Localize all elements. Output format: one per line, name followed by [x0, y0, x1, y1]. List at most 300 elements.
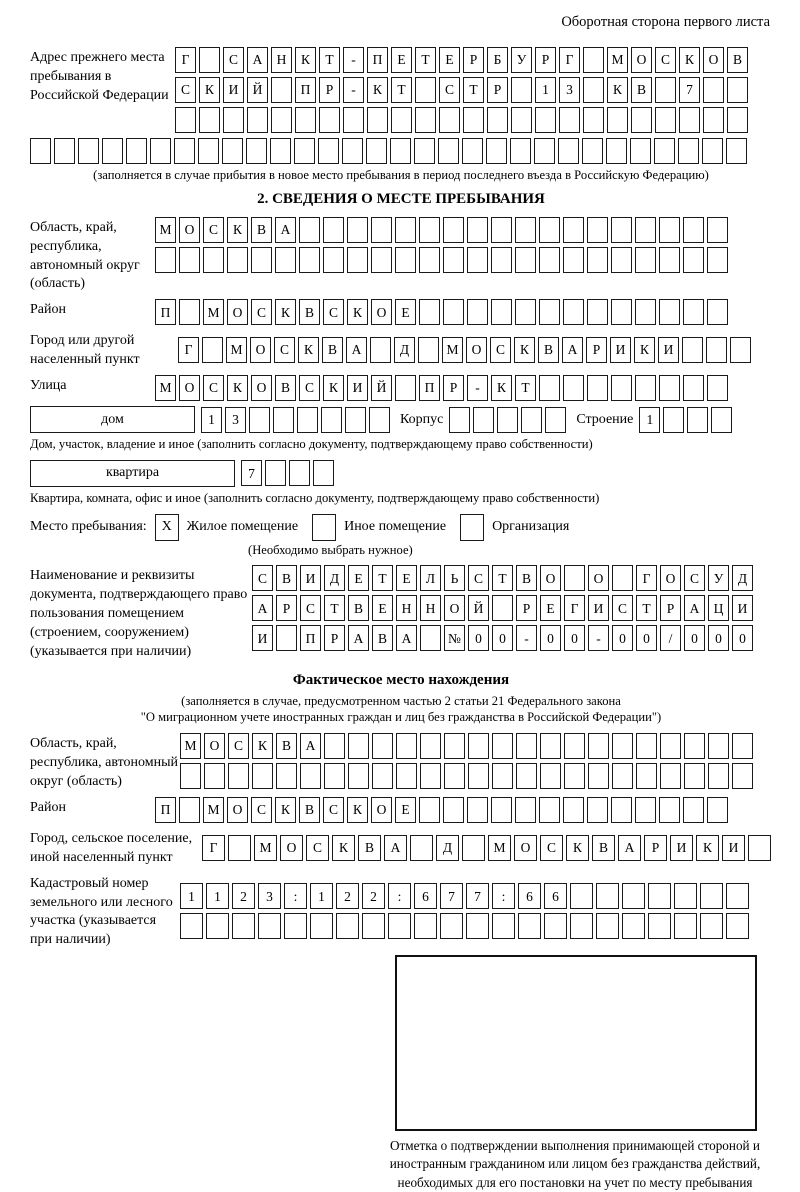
form-cell[interactable]: Г — [636, 565, 657, 591]
form-cell[interactable]: / — [660, 625, 681, 651]
form-cell[interactable]: В — [538, 337, 559, 363]
form-cell[interactable] — [336, 913, 359, 939]
form-cell[interactable] — [703, 77, 724, 103]
form-cell[interactable] — [611, 217, 632, 243]
form-cell[interactable] — [707, 299, 728, 325]
form-cell[interactable] — [711, 407, 732, 433]
form-cell[interactable]: 2 — [362, 883, 385, 909]
form-cell[interactable]: И — [670, 835, 693, 861]
form-cell[interactable] — [414, 913, 437, 939]
form-cell[interactable]: М — [180, 733, 201, 759]
form-cell[interactable] — [588, 763, 609, 789]
form-cell[interactable]: П — [155, 299, 176, 325]
form-cell[interactable]: К — [295, 47, 316, 73]
form-cell[interactable] — [491, 247, 512, 273]
form-cell[interactable]: О — [444, 595, 465, 621]
form-cell[interactable] — [663, 407, 684, 433]
form-cell[interactable] — [202, 337, 223, 363]
form-cell[interactable]: Е — [391, 47, 412, 73]
form-cell[interactable] — [258, 913, 281, 939]
form-cell[interactable] — [682, 337, 703, 363]
form-cell[interactable] — [319, 107, 340, 133]
form-cell[interactable]: Т — [324, 595, 345, 621]
form-cell[interactable] — [372, 763, 393, 789]
form-cell[interactable]: А — [348, 625, 369, 651]
form-cell[interactable] — [511, 107, 532, 133]
form-cell[interactable] — [299, 247, 320, 273]
form-cell[interactable] — [606, 138, 627, 164]
form-cell[interactable]: С — [251, 797, 272, 823]
form-cell[interactable]: И — [300, 565, 321, 591]
form-cell[interactable]: И — [588, 595, 609, 621]
form-cell[interactable]: - — [343, 77, 364, 103]
form-cell[interactable] — [732, 733, 753, 759]
form-cell[interactable]: 1 — [535, 77, 556, 103]
form-cell[interactable] — [700, 883, 723, 909]
form-cell[interactable]: И — [252, 625, 273, 651]
form-cell[interactable]: А — [300, 733, 321, 759]
form-cell[interactable] — [539, 247, 560, 273]
form-cell[interactable]: Т — [492, 565, 513, 591]
form-cell[interactable] — [515, 797, 536, 823]
form-cell[interactable] — [726, 883, 749, 909]
form-cell[interactable] — [655, 107, 676, 133]
form-cell[interactable] — [564, 763, 585, 789]
form-cell[interactable] — [348, 733, 369, 759]
form-cell[interactable]: К — [332, 835, 355, 861]
form-cell[interactable] — [587, 247, 608, 273]
form-cell[interactable] — [730, 337, 751, 363]
form-cell[interactable]: 1 — [639, 407, 660, 433]
form-cell[interactable] — [449, 407, 470, 433]
form-cell[interactable] — [707, 375, 728, 401]
form-cell[interactable] — [343, 107, 364, 133]
form-cell[interactable] — [204, 763, 225, 789]
form-cell[interactable]: М — [155, 217, 176, 243]
form-cell[interactable]: И — [722, 835, 745, 861]
form-cell[interactable]: В — [516, 565, 537, 591]
form-cell[interactable]: М — [607, 47, 628, 73]
form-cell[interactable] — [227, 247, 248, 273]
form-cell[interactable]: Н — [271, 47, 292, 73]
form-cell[interactable]: К — [323, 375, 344, 401]
form-cell[interactable] — [370, 337, 391, 363]
form-cell[interactable]: - — [516, 625, 537, 651]
form-cell[interactable] — [708, 763, 729, 789]
form-cell[interactable] — [223, 107, 244, 133]
form-cell[interactable]: С — [306, 835, 329, 861]
form-cell[interactable] — [707, 217, 728, 243]
form-cell[interactable] — [683, 375, 704, 401]
form-cell[interactable] — [540, 733, 561, 759]
form-cell[interactable]: К — [275, 797, 296, 823]
checkbox-residential[interactable]: X — [155, 514, 179, 541]
form-cell[interactable]: : — [284, 883, 307, 909]
form-cell[interactable]: Е — [439, 47, 460, 73]
form-cell[interactable] — [150, 138, 171, 164]
form-cell[interactable] — [544, 913, 567, 939]
form-cell[interactable] — [420, 733, 441, 759]
form-cell[interactable] — [396, 733, 417, 759]
form-cell[interactable] — [467, 247, 488, 273]
form-cell[interactable]: : — [388, 883, 411, 909]
form-cell[interactable] — [539, 797, 560, 823]
form-cell[interactable]: О — [660, 565, 681, 591]
form-cell[interactable] — [348, 763, 369, 789]
form-cell[interactable]: Д — [394, 337, 415, 363]
form-cell[interactable]: С — [323, 797, 344, 823]
form-cell[interactable]: 0 — [492, 625, 513, 651]
form-cell[interactable] — [289, 460, 310, 486]
form-cell[interactable] — [252, 763, 273, 789]
form-cell[interactable]: Р — [319, 77, 340, 103]
form-cell[interactable] — [206, 913, 229, 939]
form-cell[interactable]: В — [276, 565, 297, 591]
form-cell[interactable]: В — [251, 217, 272, 243]
form-cell[interactable]: 0 — [468, 625, 489, 651]
form-cell[interactable]: 7 — [466, 883, 489, 909]
form-cell[interactable] — [179, 797, 200, 823]
form-cell[interactable]: И — [732, 595, 753, 621]
form-cell[interactable]: С — [228, 733, 249, 759]
form-cell[interactable] — [570, 883, 593, 909]
form-cell[interactable] — [539, 217, 560, 243]
form-cell[interactable]: С — [299, 375, 320, 401]
form-cell[interactable]: Д — [436, 835, 459, 861]
form-cell[interactable] — [660, 763, 681, 789]
form-cell[interactable]: Р — [644, 835, 667, 861]
form-cell[interactable]: О — [251, 375, 272, 401]
form-cell[interactable]: П — [300, 625, 321, 651]
form-cell[interactable]: М — [442, 337, 463, 363]
form-cell[interactable] — [492, 733, 513, 759]
form-cell[interactable] — [611, 797, 632, 823]
form-cell[interactable] — [443, 797, 464, 823]
form-cell[interactable] — [468, 763, 489, 789]
form-cell[interactable]: М — [226, 337, 247, 363]
form-cell[interactable] — [467, 217, 488, 243]
form-cell[interactable]: С — [300, 595, 321, 621]
form-cell[interactable]: А — [618, 835, 641, 861]
form-cell[interactable]: Г — [559, 47, 580, 73]
form-cell[interactable] — [323, 217, 344, 243]
form-cell[interactable]: Е — [540, 595, 561, 621]
form-cell[interactable] — [636, 763, 657, 789]
form-cell[interactable] — [295, 107, 316, 133]
form-cell[interactable]: 1 — [310, 883, 333, 909]
form-cell[interactable]: К — [514, 337, 535, 363]
form-cell[interactable] — [443, 247, 464, 273]
form-cell[interactable]: М — [254, 835, 277, 861]
form-cell[interactable]: 7 — [440, 883, 463, 909]
form-cell[interactable]: В — [592, 835, 615, 861]
form-cell[interactable] — [342, 138, 363, 164]
form-cell[interactable]: 1 — [180, 883, 203, 909]
form-cell[interactable] — [443, 217, 464, 243]
form-cell[interactable]: С — [684, 565, 705, 591]
form-cell[interactable]: 7 — [241, 460, 262, 486]
form-cell[interactable] — [492, 913, 515, 939]
form-cell[interactable] — [440, 913, 463, 939]
form-cell[interactable]: К — [227, 375, 248, 401]
form-cell[interactable] — [318, 138, 339, 164]
form-cell[interactable] — [706, 337, 727, 363]
form-cell[interactable] — [564, 733, 585, 759]
form-cell[interactable]: О — [204, 733, 225, 759]
form-cell[interactable]: 0 — [636, 625, 657, 651]
form-cell[interactable] — [687, 407, 708, 433]
form-cell[interactable]: 0 — [684, 625, 705, 651]
form-cell[interactable]: К — [634, 337, 655, 363]
form-cell[interactable] — [679, 107, 700, 133]
form-cell[interactable] — [702, 138, 723, 164]
form-cell[interactable]: 3 — [225, 407, 246, 433]
form-cell[interactable] — [659, 217, 680, 243]
form-cell[interactable] — [174, 138, 195, 164]
form-cell[interactable]: П — [295, 77, 316, 103]
form-cell[interactable] — [539, 375, 560, 401]
form-cell[interactable] — [516, 763, 537, 789]
form-cell[interactable]: К — [199, 77, 220, 103]
form-cell[interactable] — [366, 138, 387, 164]
form-cell[interactable] — [78, 138, 99, 164]
form-cell[interactable]: 3 — [559, 77, 580, 103]
form-cell[interactable]: Т — [372, 565, 393, 591]
form-cell[interactable]: К — [679, 47, 700, 73]
form-cell[interactable] — [486, 138, 507, 164]
form-cell[interactable]: Г — [178, 337, 199, 363]
form-cell[interactable] — [419, 299, 440, 325]
form-cell[interactable]: Е — [395, 797, 416, 823]
form-cell[interactable] — [654, 138, 675, 164]
form-cell[interactable] — [467, 797, 488, 823]
form-cell[interactable]: Р — [463, 47, 484, 73]
form-cell[interactable] — [583, 77, 604, 103]
form-cell[interactable] — [299, 217, 320, 243]
form-cell[interactable]: Г — [564, 595, 585, 621]
form-cell[interactable] — [410, 835, 433, 861]
form-cell[interactable] — [463, 107, 484, 133]
city-row[interactable] — [178, 337, 751, 363]
form-cell[interactable]: 0 — [540, 625, 561, 651]
form-cell[interactable]: О — [227, 299, 248, 325]
stroenie-cells[interactable] — [639, 407, 732, 433]
form-cell[interactable]: П — [419, 375, 440, 401]
form-cell[interactable] — [462, 835, 485, 861]
form-cell[interactable] — [684, 733, 705, 759]
form-cell[interactable]: Е — [372, 595, 393, 621]
form-cell[interactable] — [175, 107, 196, 133]
form-cell[interactable]: С — [612, 595, 633, 621]
form-cell[interactable]: М — [203, 797, 224, 823]
form-cell[interactable] — [251, 247, 272, 273]
form-cell[interactable] — [324, 763, 345, 789]
form-cell[interactable] — [726, 913, 749, 939]
form-cell[interactable]: О — [280, 835, 303, 861]
form-cell[interactable]: В — [372, 625, 393, 651]
form-cell[interactable] — [180, 763, 201, 789]
form-cell[interactable]: О — [371, 299, 392, 325]
form-cell[interactable] — [180, 913, 203, 939]
form-cell[interactable]: Й — [468, 595, 489, 621]
form-cell[interactable]: С — [251, 299, 272, 325]
form-cell[interactable] — [228, 835, 251, 861]
form-cell[interactable] — [534, 138, 555, 164]
form-cell[interactable]: К — [252, 733, 273, 759]
form-cell[interactable]: В — [727, 47, 748, 73]
form-cell[interactable] — [419, 247, 440, 273]
form-cell[interactable] — [516, 733, 537, 759]
form-cell[interactable]: Ь — [444, 565, 465, 591]
form-cell[interactable]: Т — [515, 375, 536, 401]
district-row[interactable] — [155, 299, 728, 325]
form-cell[interactable] — [395, 375, 416, 401]
form-cell[interactable]: Н — [396, 595, 417, 621]
form-cell[interactable] — [491, 217, 512, 243]
form-cell[interactable] — [462, 138, 483, 164]
form-cell[interactable] — [683, 797, 704, 823]
form-cell[interactable] — [515, 299, 536, 325]
form-cell[interactable] — [559, 107, 580, 133]
form-cell[interactable] — [466, 913, 489, 939]
region-row-1[interactable] — [155, 217, 728, 243]
form-cell[interactable] — [683, 299, 704, 325]
form-cell[interactable]: И — [223, 77, 244, 103]
form-cell[interactable]: Т — [319, 47, 340, 73]
form-cell[interactable]: Н — [420, 595, 441, 621]
form-cell[interactable]: О — [250, 337, 271, 363]
form-cell[interactable] — [497, 407, 518, 433]
form-cell[interactable] — [607, 107, 628, 133]
cadastral-row-2[interactable] — [180, 913, 749, 939]
form-cell[interactable]: Г — [202, 835, 225, 861]
house-cells[interactable] — [201, 407, 390, 433]
form-cell[interactable] — [294, 138, 315, 164]
form-cell[interactable] — [683, 217, 704, 243]
form-cell[interactable] — [674, 883, 697, 909]
form-cell[interactable]: О — [588, 565, 609, 591]
form-cell[interactable] — [414, 138, 435, 164]
form-cell[interactable]: В — [275, 375, 296, 401]
form-cell[interactable] — [684, 763, 705, 789]
form-cell[interactable]: О — [179, 375, 200, 401]
form-cell[interactable] — [583, 107, 604, 133]
form-cell[interactable] — [179, 247, 200, 273]
form-cell[interactable] — [270, 138, 291, 164]
form-cell[interactable]: 0 — [708, 625, 729, 651]
form-cell[interactable] — [636, 733, 657, 759]
form-cell[interactable] — [102, 138, 123, 164]
form-cell[interactable] — [518, 913, 541, 939]
form-cell[interactable]: В — [322, 337, 343, 363]
form-cell[interactable]: 2 — [336, 883, 359, 909]
form-cell[interactable]: У — [511, 47, 532, 73]
form-cell[interactable] — [415, 107, 436, 133]
form-cell[interactable] — [707, 797, 728, 823]
form-cell[interactable] — [203, 247, 224, 273]
form-cell[interactable]: Т — [463, 77, 484, 103]
form-cell[interactable] — [588, 733, 609, 759]
form-cell[interactable]: Р — [324, 625, 345, 651]
form-cell[interactable]: Д — [732, 565, 753, 591]
form-cell[interactable] — [539, 299, 560, 325]
form-cell[interactable]: 0 — [612, 625, 633, 651]
form-cell[interactable] — [540, 763, 561, 789]
form-cell[interactable] — [727, 77, 748, 103]
form-cell[interactable]: К — [298, 337, 319, 363]
form-cell[interactable] — [271, 77, 292, 103]
form-cell[interactable]: Д — [324, 565, 345, 591]
prev-address-row-4[interactable] — [30, 138, 772, 164]
form-cell[interactable]: С — [468, 565, 489, 591]
form-cell[interactable]: О — [179, 217, 200, 243]
form-cell[interactable] — [563, 217, 584, 243]
form-cell[interactable]: В — [276, 733, 297, 759]
form-cell[interactable] — [487, 107, 508, 133]
form-cell[interactable] — [635, 247, 656, 273]
form-cell[interactable] — [655, 77, 676, 103]
form-cell[interactable]: И — [610, 337, 631, 363]
form-cell[interactable] — [703, 107, 724, 133]
form-cell[interactable]: К — [491, 375, 512, 401]
form-cell[interactable] — [564, 565, 585, 591]
form-cell[interactable] — [300, 763, 321, 789]
form-cell[interactable] — [659, 375, 680, 401]
form-cell[interactable]: С — [223, 47, 244, 73]
form-cell[interactable] — [468, 733, 489, 759]
form-cell[interactable]: С — [655, 47, 676, 73]
form-cell[interactable]: Р — [487, 77, 508, 103]
form-cell[interactable] — [659, 797, 680, 823]
form-cell[interactable] — [660, 733, 681, 759]
form-cell[interactable]: П — [155, 797, 176, 823]
form-cell[interactable] — [388, 913, 411, 939]
form-cell[interactable]: Р — [586, 337, 607, 363]
form-cell[interactable]: В — [631, 77, 652, 103]
form-cell[interactable]: К — [566, 835, 589, 861]
form-cell[interactable] — [563, 299, 584, 325]
form-cell[interactable]: А — [562, 337, 583, 363]
form-cell[interactable] — [491, 299, 512, 325]
form-cell[interactable] — [612, 763, 633, 789]
doc-row-2[interactable] — [252, 595, 753, 621]
form-cell[interactable]: О — [703, 47, 724, 73]
form-cell[interactable]: К — [367, 77, 388, 103]
checkbox-other-premises[interactable] — [312, 514, 336, 541]
form-cell[interactable]: И — [347, 375, 368, 401]
form-cell[interactable] — [659, 247, 680, 273]
form-cell[interactable] — [683, 247, 704, 273]
form-cell[interactable] — [622, 913, 645, 939]
form-cell[interactable]: К — [607, 77, 628, 103]
form-cell[interactable] — [275, 247, 296, 273]
form-cell[interactable] — [659, 299, 680, 325]
form-cell[interactable] — [249, 407, 270, 433]
form-cell[interactable] — [313, 460, 334, 486]
form-cell[interactable]: М — [488, 835, 511, 861]
form-cell[interactable]: С — [203, 375, 224, 401]
form-cell[interactable] — [596, 883, 619, 909]
form-cell[interactable]: А — [346, 337, 367, 363]
form-cell[interactable] — [515, 247, 536, 273]
form-cell[interactable] — [155, 247, 176, 273]
form-cell[interactable]: 0 — [732, 625, 753, 651]
form-cell[interactable] — [179, 299, 200, 325]
form-cell[interactable]: Р — [443, 375, 464, 401]
form-cell[interactable] — [630, 138, 651, 164]
form-cell[interactable]: А — [252, 595, 273, 621]
form-cell[interactable]: 0 — [564, 625, 585, 651]
